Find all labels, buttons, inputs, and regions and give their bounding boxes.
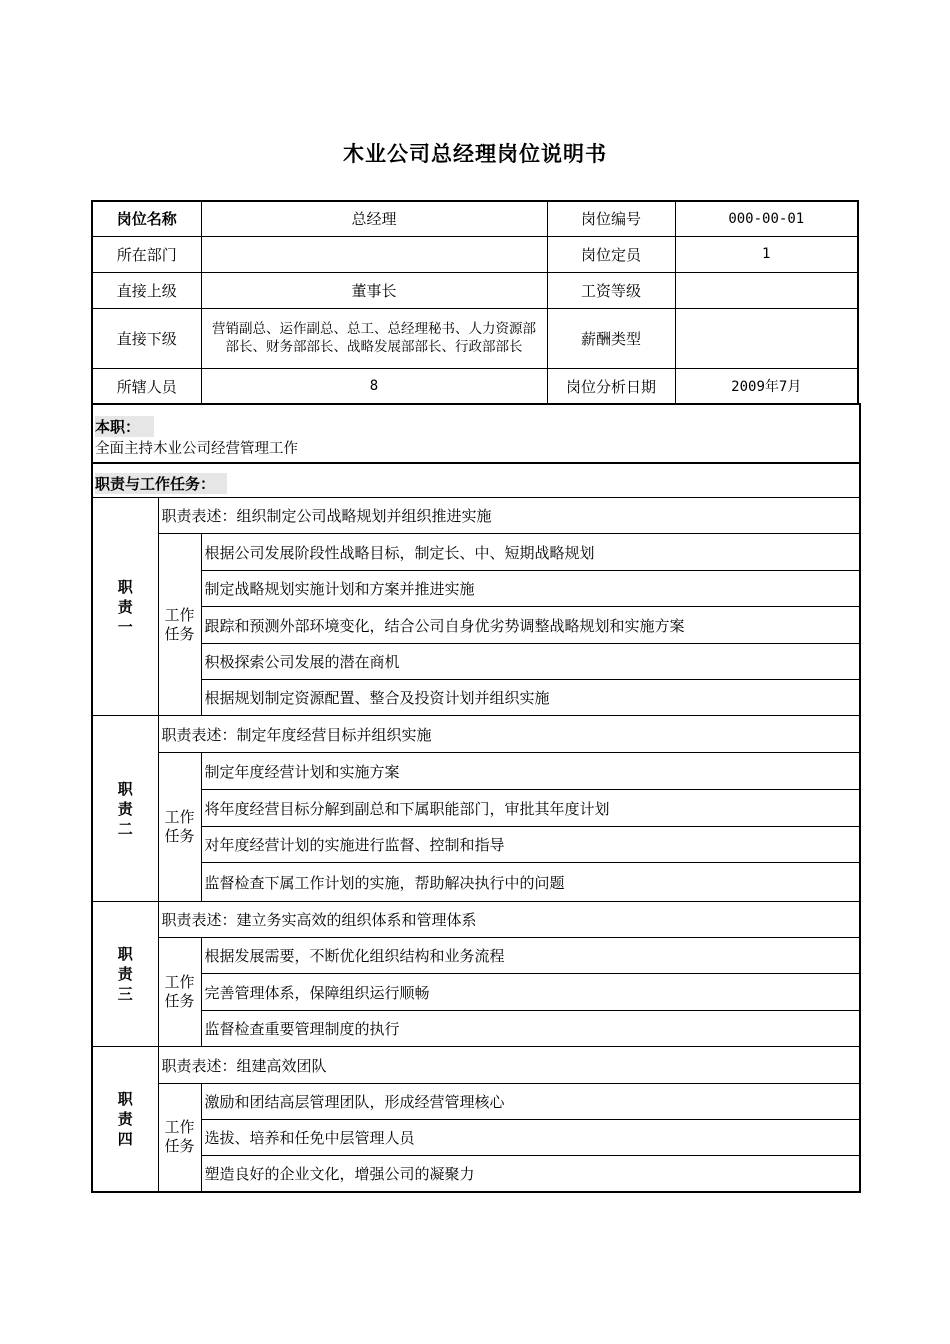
value-department xyxy=(201,236,547,272)
info-row-staff xyxy=(92,368,858,404)
duty-1-desc: 职责表述：组织制定公司战略规划并组织推进实施 xyxy=(158,498,860,534)
duties-table xyxy=(91,497,861,1193)
duty-2-task-row xyxy=(92,863,860,902)
duty-3-task-row xyxy=(92,938,860,974)
duty-4-desc-row xyxy=(92,1047,860,1084)
duty-2-task-4: 监督检查下属工作计划的实施，帮助解决执行中的问题 xyxy=(201,863,860,902)
duty-3-task-label-text: 工作任务 xyxy=(164,973,195,1010)
duties-header-label: 职责与工作任务： xyxy=(95,473,227,494)
duty-2-task-2: 将年度经营目标分解到副总和下属职能部门，审批其年度计划 xyxy=(201,790,860,827)
duty-1-task-3: 跟踪和预测外部环境变化，结合公司自身优劣势调整战略规划和实施方案 xyxy=(201,607,860,644)
duty-2-desc: 职责表述：制定年度经营目标并组织实施 xyxy=(158,716,860,753)
duty-2-task-row xyxy=(92,753,860,790)
label-department: 所在部门 xyxy=(92,236,201,272)
label-pay-type: 薪酬类型 xyxy=(547,308,675,368)
duty-2-task-row xyxy=(92,790,860,827)
duty-4-desc: 职责表述：组建高效团队 xyxy=(158,1047,860,1084)
label-subordinates: 直接下级 xyxy=(92,308,201,368)
label-position-name: 岗位名称 xyxy=(92,201,201,236)
duty-1-task-row xyxy=(92,680,860,716)
duty-1-task-row xyxy=(92,607,860,644)
duty-1-task-5: 根据规划制定资源配置、整合及投资计划并组织实施 xyxy=(201,680,860,716)
duty-3-task-3: 监督检查重要管理制度的执行 xyxy=(201,1011,860,1047)
value-analysis-date: 2009年7月 xyxy=(675,368,858,404)
value-subordinates: 营销副总、运作副总、总工、总经理秘书、人力资源部部长、财务部部长、战略发展部部长、行政部部长 xyxy=(201,308,547,368)
value-supervisor: 董事长 xyxy=(201,272,547,308)
duty-3-task-row xyxy=(92,1011,860,1047)
duty-2-desc-row xyxy=(92,716,860,753)
core-duty-section xyxy=(91,403,861,463)
duty-2-task-label xyxy=(158,753,201,902)
label-salary-grade: 工资等级 xyxy=(547,272,675,308)
duty-4-task-row xyxy=(92,1084,860,1120)
duty-1-task-row xyxy=(92,534,860,571)
duty-4-task-3: 塑造良好的企业文化，增强公司的凝聚力 xyxy=(201,1156,860,1192)
duty-1-task-label-text: 工作任务 xyxy=(164,605,195,643)
info-row-department xyxy=(92,236,858,272)
core-duty-text: 全面主持木业公司经营管理工作 xyxy=(95,441,298,457)
duty-2-label xyxy=(92,716,158,902)
duty-4-label-text: 职责四 xyxy=(117,1089,133,1148)
duty-4-task-row xyxy=(92,1120,860,1156)
info-row-position-name xyxy=(92,201,858,236)
duty-4-task-row xyxy=(92,1156,860,1192)
value-pay-type xyxy=(675,308,858,368)
core-duty-label: 本职： xyxy=(95,416,154,437)
label-supervisor: 直接上级 xyxy=(92,272,201,308)
duty-1-label xyxy=(92,498,158,716)
duty-1-task-row xyxy=(92,571,860,607)
duty-3-label xyxy=(92,902,158,1047)
duty-3-label-text: 职责三 xyxy=(117,945,133,1003)
label-staff-count: 所辖人员 xyxy=(92,368,201,404)
duty-1-task-4: 积极探索公司发展的潜在商机 xyxy=(201,644,860,680)
duty-3-task-1: 根据发展需要，不断优化组织结构和业务流程 xyxy=(201,938,860,974)
info-row-subordinates xyxy=(92,308,858,368)
label-headcount: 岗位定员 xyxy=(547,236,675,272)
label-position-code: 岗位编号 xyxy=(547,201,675,236)
value-position-code: 000-00-01 xyxy=(675,201,858,236)
duty-2-task-label-text: 工作任务 xyxy=(164,808,195,845)
value-position-name: 总经理 xyxy=(201,201,547,236)
duty-2-label-text: 职责二 xyxy=(117,779,133,838)
value-salary-grade xyxy=(675,272,858,308)
duty-1-task-row xyxy=(92,644,860,680)
info-row-supervisor xyxy=(92,272,858,308)
duty-3-desc: 职责表述：建立务实高效的组织体系和管理体系 xyxy=(158,902,860,938)
duty-1-task-label xyxy=(158,534,201,716)
duty-2-task-row xyxy=(92,827,860,863)
duty-4-task-label xyxy=(158,1084,201,1192)
page-title: 木业公司总经理岗位说明书 xyxy=(343,142,607,166)
duty-1-label-text: 职责一 xyxy=(117,577,133,636)
duty-1-desc-row xyxy=(92,498,860,534)
duty-3-desc-row xyxy=(92,902,860,938)
duty-3-task-label xyxy=(158,938,201,1047)
duty-4-task-1: 激励和团结高层管理团队，形成经营管理核心 xyxy=(201,1084,860,1120)
duties-header-section xyxy=(91,462,861,499)
duty-1-task-2: 制定战略规划实施计划和方案并推进实施 xyxy=(201,571,860,607)
position-info-table xyxy=(91,200,859,405)
value-headcount: 1 xyxy=(675,236,858,272)
duty-4-task-label-text: 工作任务 xyxy=(164,1118,195,1156)
duty-2-task-3: 对年度经营计划的实施进行监督、控制和指导 xyxy=(201,827,860,863)
duty-1-task-1: 根据公司发展阶段性战略目标，制定长、中、短期战略规划 xyxy=(201,534,860,571)
duty-4-label xyxy=(92,1047,158,1192)
duty-3-task-row xyxy=(92,974,860,1011)
value-staff-count: 8 xyxy=(201,368,547,404)
duty-4-task-2: 选拔、培养和任免中层管理人员 xyxy=(201,1120,860,1156)
duty-2-task-1: 制定年度经营计划和实施方案 xyxy=(201,753,860,790)
duty-3-task-2: 完善管理体系，保障组织运行顺畅 xyxy=(201,974,860,1011)
label-analysis-date: 岗位分析日期 xyxy=(547,368,675,404)
